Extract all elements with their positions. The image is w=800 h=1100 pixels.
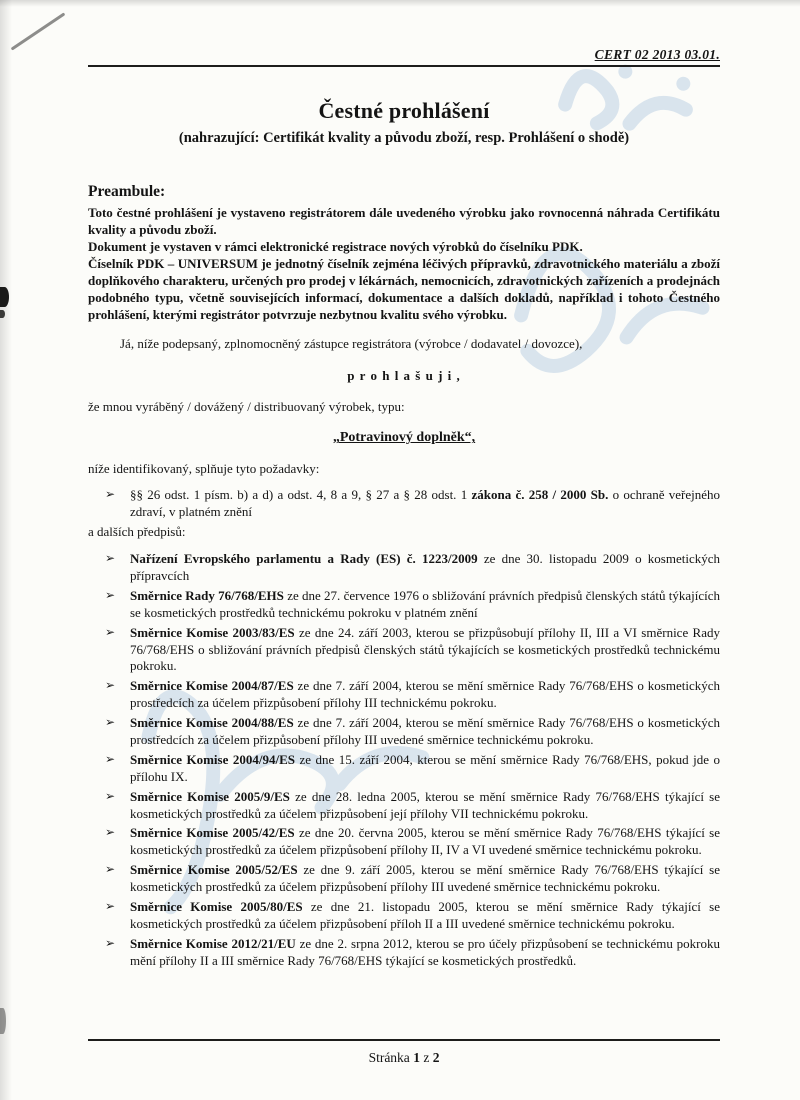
arrow-bullet-icon: ➢ — [105, 678, 116, 693]
requirement-item — [104, 899, 720, 933]
requirement-text: ze dne 15. září 2004, kterou se mění směrnice Rady 76/768/EHS, pokud jde o přílohu IX. — [130, 751, 720, 784]
requirements-list-primary — [104, 487, 720, 521]
arrow-bullet-icon: ➢ — [105, 788, 116, 803]
requirement-item — [104, 487, 720, 521]
requirement-item — [104, 825, 720, 859]
requirement-ref: zákona č. 258 / 2000 Sb. — [471, 487, 609, 503]
arrow-bullet-icon: ➢ — [105, 862, 116, 877]
requirement-ref: Směrnice Komise 2004/87/ES — [130, 678, 294, 694]
scan-pen-mark — [11, 12, 66, 50]
scan-blot — [0, 287, 9, 307]
arrow-bullet-icon: ➢ — [105, 935, 116, 950]
requirement-item — [104, 789, 720, 823]
arrow-bullet-icon: ➢ — [105, 825, 116, 840]
requirement-text: ze dne 9. září 2005, kterou se mění směrnice Rady 76/768/EHS týkající se kosmetických prostředků za účelem přizpůsobení přílohy III uvedené směrnice technickému pokroku. — [130, 862, 720, 895]
additional-regulations-label: a dalších předpisů: — [88, 524, 186, 540]
requirement-item — [104, 588, 720, 622]
preamble-paragraph-3: Číselník PDK – UNIVERSUM je jednotný číselník zejména léčivých přípravků, zdravotnického materiálu a zboží doplňkového charakteru, určených pro prodej v lékárnách, nemocnicích, zdravotnických zařízeních a prodejnách podobného typu, včetně souvisejících informací, dokumentace a dalších dokladů, například i tohoto Čestného prohlášení, kterými registrátor potvrzuje nezbytnou kvalitu svého výrobku. — [88, 256, 720, 322]
arrow-bullet-icon: ➢ — [105, 715, 116, 730]
doc-subtitle: (nahrazující: Certifikát kvality a původu zboží, resp. Prohlášení o shodě) — [178, 130, 630, 147]
document-content — [88, 0, 720, 973]
requirements-intro: níže identifikovaný, splňuje tyto požadavky: — [88, 460, 320, 476]
requirement-ref: Nařízení Evropského parlamentu a Rady (ES) č. 1223/2009 — [130, 551, 478, 567]
requirement-item — [104, 715, 720, 749]
preamble-paragraph-2: Dokument je vystaven v rámci elektronické registrace nových výrobků do číselníku PDK. — [88, 239, 583, 255]
declarant-intro: Já, níže podepsaný, zplnomocněný zástupce registrátora (výrobce / dodavatel / dovozce), — [120, 335, 583, 351]
arrow-bullet-icon: ➢ — [105, 487, 116, 502]
requirement-ref: Směrnice Komise 2004/94/ES — [130, 751, 295, 767]
requirement-item — [104, 625, 720, 676]
footer-page-current: 1 — [413, 1050, 420, 1065]
requirement-text: ze dne 2. srpna 2012, kterou se pro účely přizpůsobení se technickému pokroku mění přílohy II a III směrnice Rady 76/768/EHS týkající se kosmetických prostředků. — [130, 935, 720, 968]
footer-separator: z — [419, 1050, 433, 1065]
requirements-list-directives — [104, 551, 720, 969]
requirement-text: o ochraně veřejného zdraví, v platném znění — [130, 487, 721, 520]
doc-title: Čestné prohlášení — [318, 97, 490, 123]
scan-edge-shadow-left — [0, 0, 12, 1100]
declaration-word: p r o h l a š u j i , — [347, 367, 461, 383]
requirement-ref: Směrnice Komise 2005/52/ES — [130, 862, 298, 878]
requirement-ref: Směrnice Komise 2005/9/ES — [130, 788, 290, 804]
footer-rule — [88, 1039, 720, 1041]
requirement-text: ze dne 27. července 1976 o sbližování právních předpisů členských států týkajících se kosmetických prostředků technickému pokroku v platném znění — [130, 587, 720, 620]
requirement-ref: Směrnice Komise 2005/80/ES — [130, 899, 303, 915]
requirement-text: ze dne 7. září 2004, kterou se mění směrnice Rady 76/768/EHS o kosmetických prostředcích za účelem přizpůsobení přílohy III technickému pokroku. — [130, 678, 720, 711]
doc-header — [88, 0, 720, 67]
preamble-section — [88, 182, 720, 323]
footer-label: Stránka — [368, 1050, 414, 1065]
requirement-text: ze dne 20. června 2005, kterou se mění směrnice Rady 76/768/EHS týkající se kosmetických prostředků za účelem přizpůsobení přílohy II, IV a VI uvedené směrnice technickému pokroku. — [130, 825, 720, 858]
scan-blot — [0, 310, 5, 318]
product-type: „Potravinový doplněk“, — [332, 430, 476, 446]
requirement-text: ze dne 7. září 2004, kterou se mění směrnice Rady 76/768/EHS o kosmetických prostředcích za účelem přizpůsobení přílohy III uvedené směrnice technickému pokroku. — [130, 715, 720, 748]
requirement-item — [104, 551, 720, 585]
arrow-bullet-icon: ➢ — [105, 624, 116, 639]
requirement-item — [104, 752, 720, 786]
page-footer — [88, 1039, 720, 1066]
requirement-ref: Směrnice Rady 76/768/EHS — [130, 587, 284, 603]
doc-reference: CERT 02 2013 03.01. — [594, 47, 720, 62]
requirement-text: ze dne 30. listopadu 2009 o kosmetických přípravcích — [130, 551, 720, 584]
requirement-item — [104, 936, 720, 970]
arrow-bullet-icon: ➢ — [105, 551, 116, 566]
requirement-ref: Směrnice Komise 2003/83/ES — [130, 624, 295, 640]
scan-blot — [0, 1008, 6, 1034]
requirement-text: ze dne 24. září 2003, kterou se přizpůsobují přílohy II, III a VI směrnice Rady 76/768/EHS o sbližování právních předpisů členských států týkajících se kosmetických prostředků technickému pokroku. — [130, 624, 720, 674]
arrow-bullet-icon: ➢ — [105, 751, 116, 766]
arrow-bullet-icon: ➢ — [105, 899, 116, 914]
requirement-ref: Směrnice Komise 2012/21/EU — [130, 935, 296, 951]
requirement-ref: Směrnice Komise 2005/42/ES — [130, 825, 295, 841]
footer-page-total: 2 — [432, 1050, 440, 1065]
requirement-item — [104, 678, 720, 712]
arrow-bullet-icon: ➢ — [105, 587, 116, 602]
requirement-text: ze dne 28. ledna 2005, kterou se mění směrnice Rady 76/768/EHS týkající se kosmetických prostředků za účelem přizpůsobení její přílohy VII technickému pokroku. — [130, 788, 720, 821]
preamble-heading: Preambule: — [88, 183, 166, 201]
requirement-item — [104, 862, 720, 896]
page-number — [88, 1050, 720, 1066]
preamble-paragraph-1: Toto čestné prohlášení je vystaveno registrátorem dále uvedeného výrobku jako rovnocenná náhrada Certifikátu kvality a původu zboží. — [88, 205, 720, 238]
product-intro: že mnou vyráběný / dovážený / distribuovaný výrobek, typu: — [88, 399, 405, 415]
requirement-text: ze dne 21. listopadu 2005, kterou se mění směrnice Rady týkající se kosmetických prostředků za účelem přizpůsobení příloh II a III uvedené směrnice technickému pokroku. — [130, 899, 720, 931]
requirement-ref: Směrnice Komise 2004/88/ES — [130, 715, 294, 731]
requirement-text: §§ 26 odst. 1 písm. b) a d) a odst. 4, 8 a 9, § 27 a § 28 odst. 1 — [130, 487, 472, 503]
